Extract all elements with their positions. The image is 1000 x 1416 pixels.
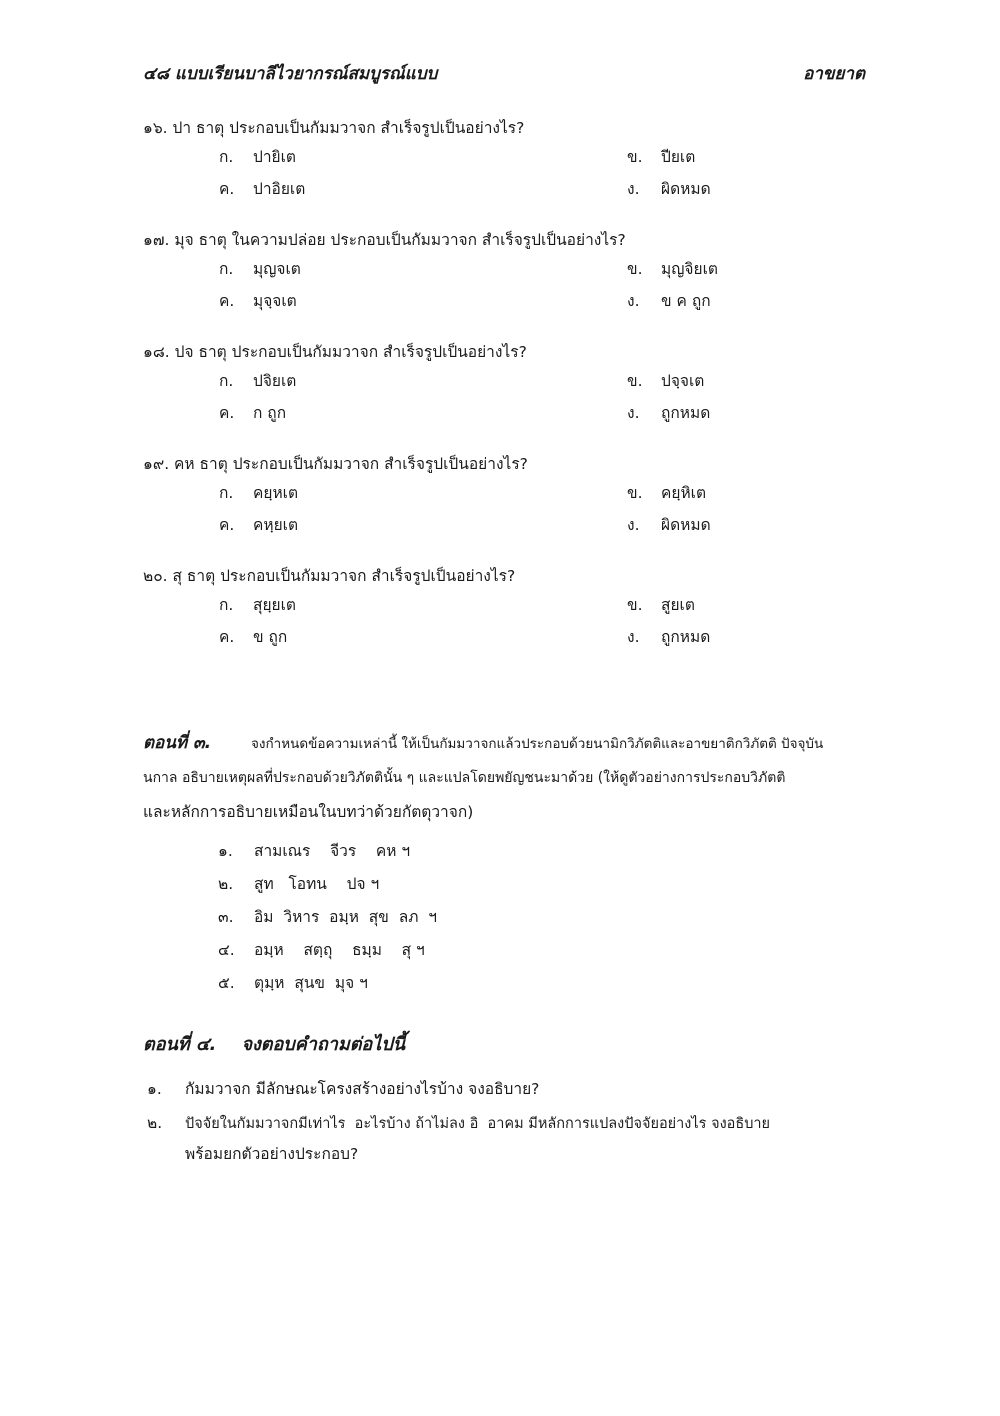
section-3-instruction bbox=[143, 726, 873, 761]
option-a: ก. สุยฺยเต bbox=[219, 596, 296, 614]
question-20 bbox=[143, 564, 863, 652]
option-b: ข. ปียเต bbox=[627, 148, 696, 166]
question-19 bbox=[143, 452, 863, 540]
option-row bbox=[143, 252, 863, 284]
option-c: ค. ข ถูก bbox=[219, 628, 288, 646]
option-b: ข. ปจฺจเต bbox=[627, 372, 705, 390]
option-row bbox=[143, 172, 863, 204]
option-row bbox=[143, 588, 863, 620]
page-header bbox=[143, 60, 865, 88]
exercise-item: ๑. สามเณร จีวร คห ฯ bbox=[218, 842, 411, 860]
option-b: ข. สูยเต bbox=[627, 596, 695, 614]
option-row bbox=[143, 476, 863, 508]
option-d: ง. ผิดหมด bbox=[627, 516, 711, 534]
section-4-heading: ตอนที่ ๔. จงตอบคำถามต่อไปนี้ bbox=[143, 1034, 406, 1055]
option-d: ง. ข ค ถูก bbox=[627, 292, 711, 310]
option-c: ค. คหฺยเต bbox=[219, 516, 299, 534]
option-row bbox=[143, 284, 863, 316]
option-b: ข. คยฺหิเต bbox=[627, 484, 707, 502]
question-stem: ๑๙. คห ธาตุ ประกอบเป็นกัมมวาจก สำเร็จรูปเป็นอย่างไร? bbox=[143, 455, 528, 473]
exercise-list bbox=[218, 836, 437, 1001]
option-d: ง. ผิดหมด bbox=[627, 180, 711, 198]
question-stem: ๑๘. ปจ ธาตุ ประกอบเป็นกัมมวาจก สำเร็จรูปเป็นอย่างไร? bbox=[143, 343, 527, 361]
option-row bbox=[143, 508, 863, 540]
question-16 bbox=[143, 116, 863, 204]
question-item-continuation: พร้อมยกตัวอย่างประกอบ? bbox=[185, 1145, 359, 1163]
option-a: ก. คยฺหเต bbox=[219, 484, 299, 502]
option-row bbox=[143, 620, 863, 652]
exercise-item: ๒. สูท โอทน ปจ ฯ bbox=[218, 875, 380, 893]
header-title: ๔๘ แบบเรียนบาลีไวยากรณ์สมบูรณ์แบบ bbox=[143, 64, 438, 84]
option-d: ง. ถูกหมด bbox=[627, 628, 711, 646]
instruction-line-3: และหลักการอธิบายเหมือนในบทว่าด้วยกัตตุวาจก) bbox=[143, 803, 474, 821]
exercise-item: ๓. อิม วิหาร อมฺห สุข ลภ ฯ bbox=[218, 908, 437, 926]
section-4 bbox=[143, 1028, 873, 1169]
question-item: ๒. ปัจจัยในกัมมวาจกมีเท่าไร อะไรบ้าง ถ้าไม่ลง อิ อาคม มีหลักการแปลงปัจจัยอย่างไร จงอธิบาย bbox=[147, 1114, 771, 1132]
instruction-line-2: นกาล อธิบายเหตุผลที่ประกอบด้วยวิภัตตินั้น ๆ และแปลโดยพยัญชนะมาด้วย (ให้ดูตัวอย่างการประกอบวิภัตติ bbox=[143, 770, 786, 786]
option-a: ก. ปายิเต bbox=[219, 148, 296, 166]
header-chapter: อาขยาต bbox=[803, 64, 865, 84]
instruction-line-1: จงกำหนดข้อความเหล่านี้ ให้เป็นกัมมวาจกแล้วประกอบด้วยนามิกวิภัตติและอาขยาติกวิภัตติ ปัจจุบัน bbox=[250, 736, 824, 752]
question-item: ๑. กัมมวาจก มีลักษณะโครงสร้างอย่างไรบ้าง จงอธิบาย? bbox=[147, 1080, 540, 1098]
option-a: ก. ปจิยเต bbox=[219, 372, 297, 390]
question-stem: ๒๐. สุ ธาตุ ประกอบเป็นกัมมวาจก สำเร็จรูปเป็นอย่างไร? bbox=[143, 567, 516, 585]
option-c: ค. ปาอิยเต bbox=[219, 180, 306, 198]
option-d: ง. ถูกหมด bbox=[627, 404, 711, 422]
question-18 bbox=[143, 340, 863, 428]
section-3 bbox=[143, 726, 873, 829]
option-c: ค. ก ถูก bbox=[219, 404, 287, 422]
exercise-item: ๕. ตุมฺห สุนข มุจ ฯ bbox=[218, 974, 368, 992]
option-a: ก. มุญจเต bbox=[219, 260, 301, 278]
option-b: ข. มุญจิยเต bbox=[627, 260, 718, 278]
section-3-heading: ตอนที่ ๓. bbox=[143, 733, 212, 753]
option-row bbox=[143, 364, 863, 396]
question-17 bbox=[143, 228, 863, 316]
option-row bbox=[143, 396, 863, 428]
option-c: ค. มุจฺจเต bbox=[219, 292, 297, 310]
question-stem: ๑๖. ปา ธาตุ ประกอบเป็นกัมมวาจก สำเร็จรูปเป็นอย่างไร? bbox=[143, 119, 525, 137]
question-stem: ๑๗. มุจ ธาตุ ในความปล่อย ประกอบเป็นกัมมวาจก สำเร็จรูปเป็นอย่างไร? bbox=[143, 231, 626, 249]
exercise-item: ๔. อมฺห สตฺถุ ธมฺม สุ ฯ bbox=[218, 941, 425, 959]
option-row bbox=[143, 140, 863, 172]
